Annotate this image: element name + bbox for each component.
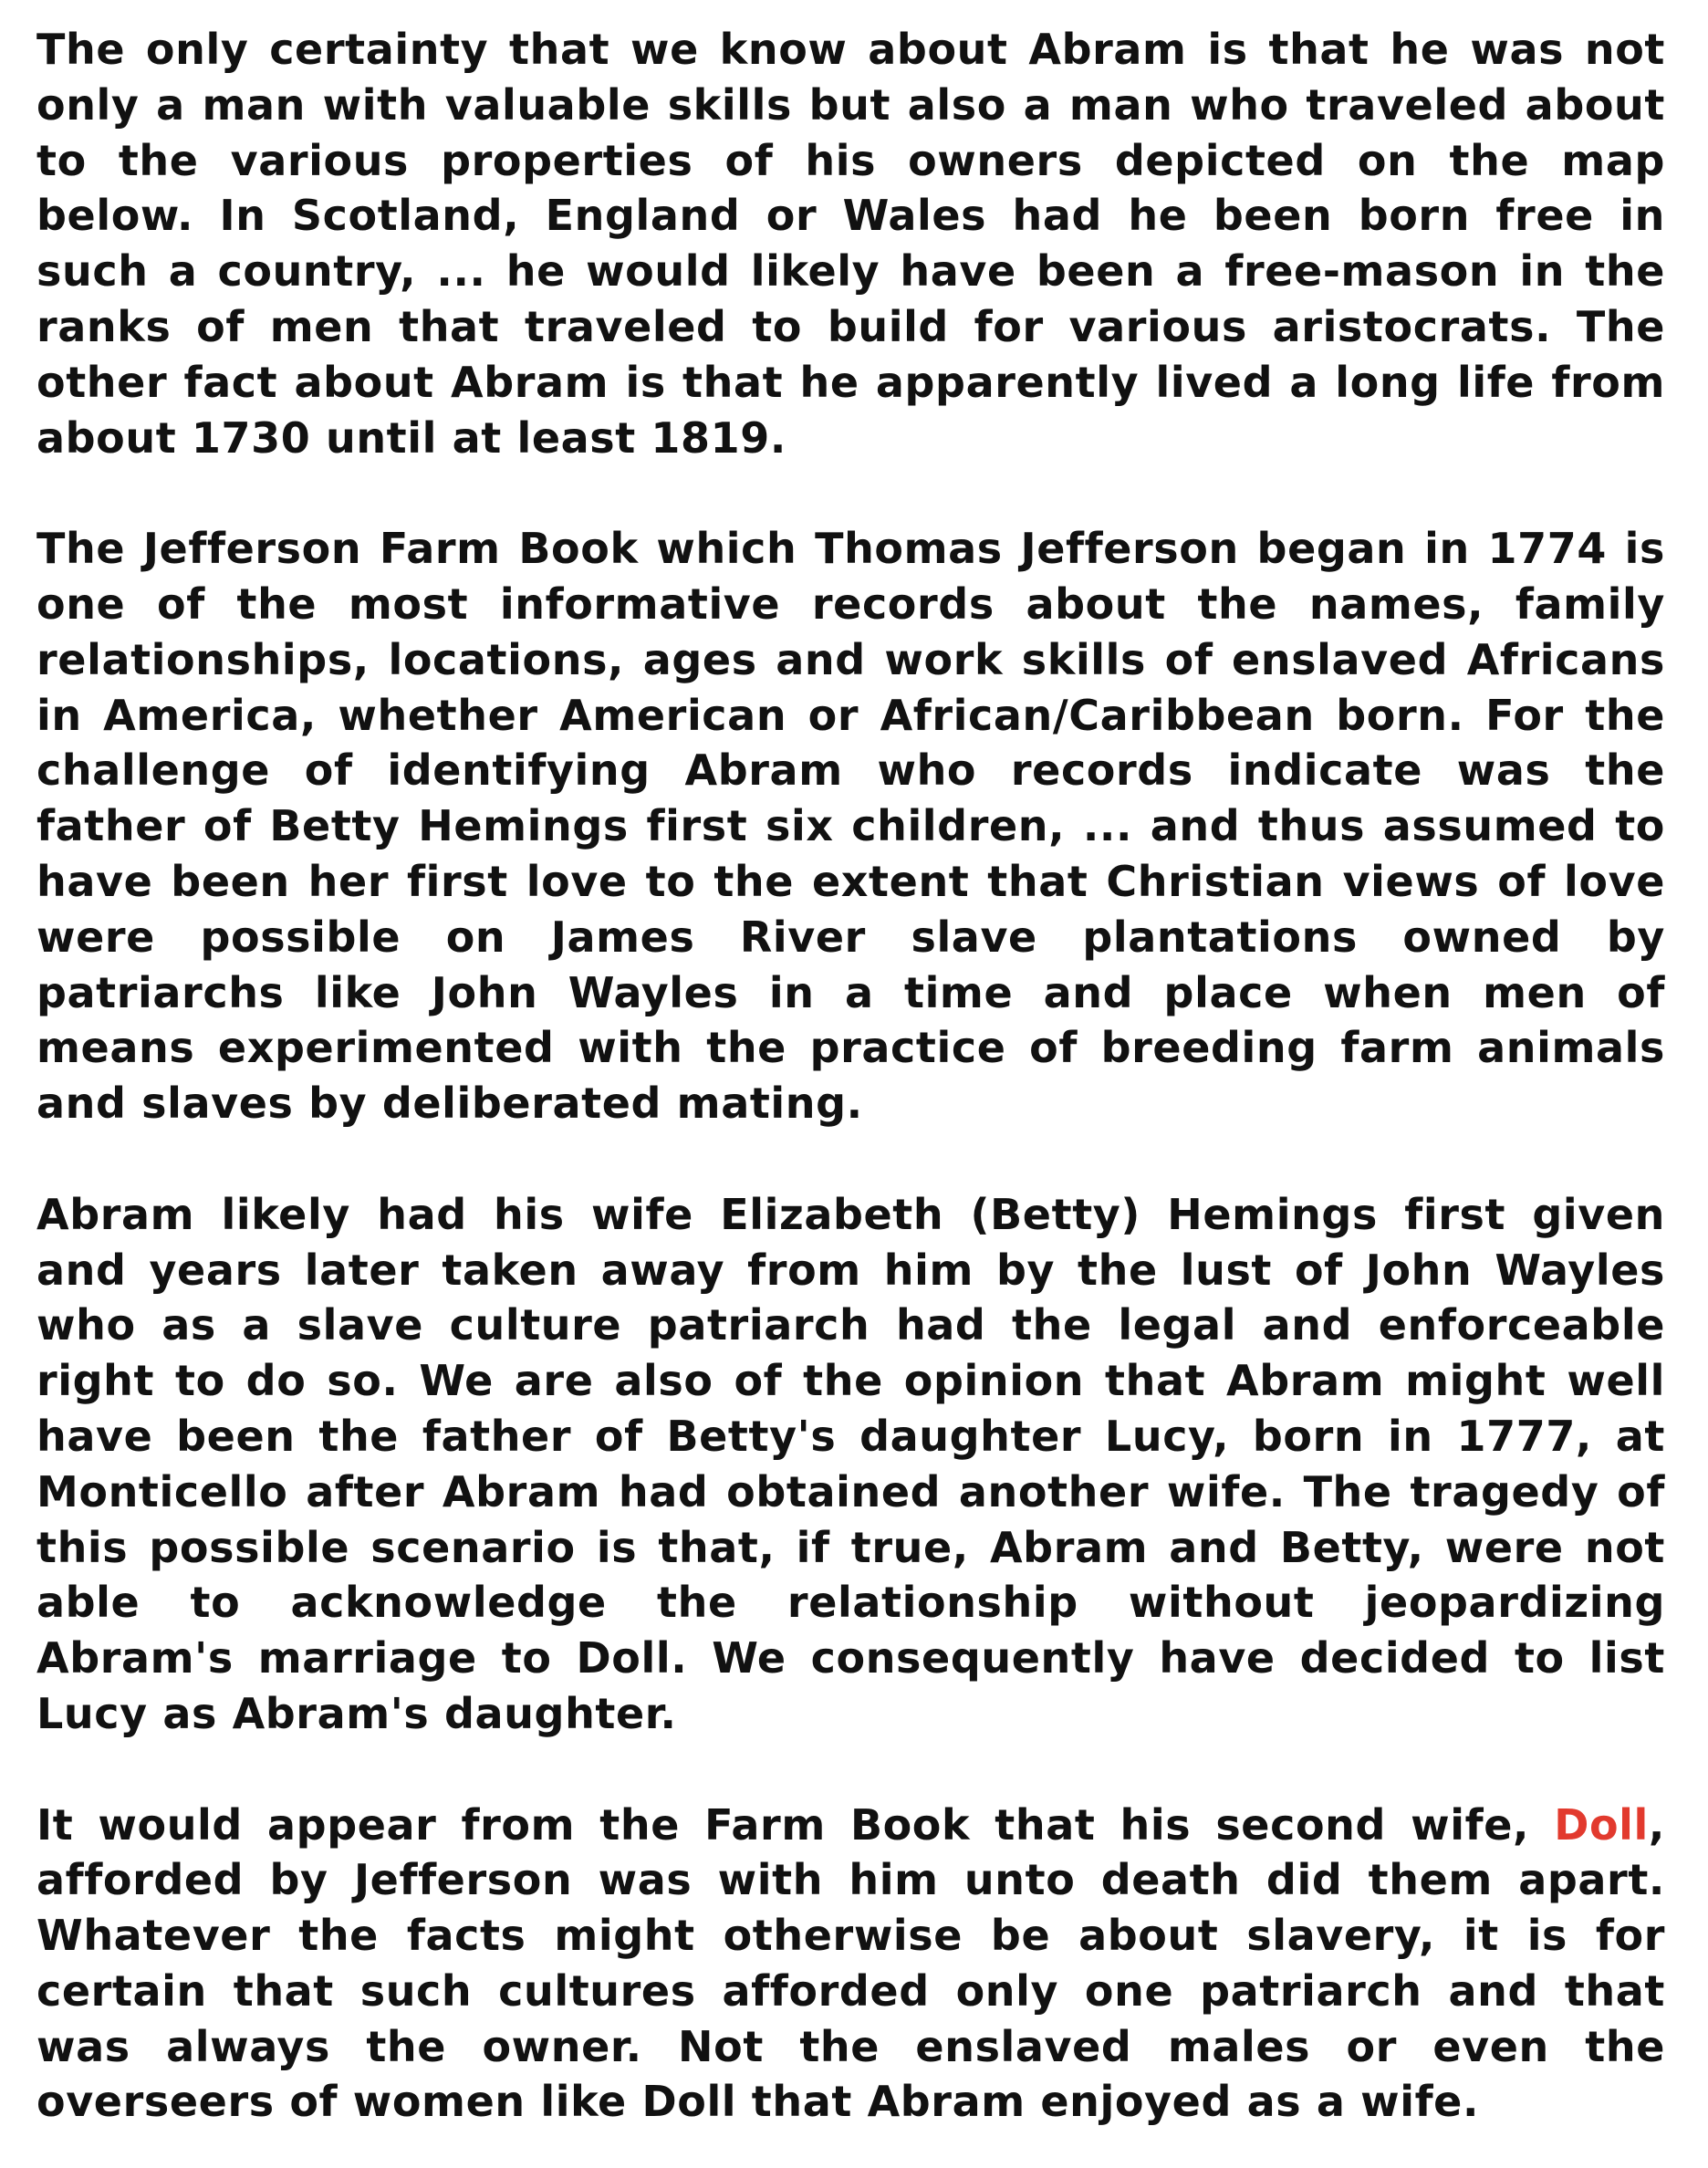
paragraph-second-wife-end: , afforded by Jefferson was with him unto death did them apart. Whatever the facts might otherwise be about slavery, it is for certain that such cultures afforded only one patriarch and that was always the owner. Not the enslaved males or even the overseers of women like Doll that Abram enjoyed as a wife. xyxy=(36,1799,1665,2127)
paragraph-betty-hemings: Abram likely had his wife Elizabeth (Betty) Hemings first given and years later taken away from him by the lust of John Wayles who as a slave culture patriarch had the legal and enforceable right to do so. We are also of the opinion that Abram might well have been the father of Betty's daughter Lucy, born in 1777, at Monticello after Abram had obtained another wife. The tragedy of this possible scenario is that, if true, Abram and Betty, were not able to acknowledge the relationship without jeopardizing Abram's marriage to Doll. We consequently have decided to list Lucy as Abram's daughter. xyxy=(36,1189,1665,1738)
paragraph-abram-skills: The only certainty that we know about Abram is that he was not only a man with valuable skills but also a man who traveled about to the various properties of his owners depicted on the map below. In Scotland, England or Wales had he been born free in such a country, ... he would likely have been a free-mason in the ranks of men that traveled to build for various aristocrats. The other fact about Abram is that he apparently lived a long life from about 1730 until at least 1819. xyxy=(36,25,1665,463)
paragraph-second-wife-start: It would appear from the Farm Book that his second wife, xyxy=(36,1799,1555,1850)
document-page xyxy=(36,22,1665,2130)
paragraph-farm-book: The Jefferson Farm Book which Thomas Jefferson began in 1774 is one of the most informative records about the names, family relationships, locations, ages and work skills of enslaved Africans in America, whether American or African/Caribbean born. For the challenge of identifying Abram who records indicate was the father of Betty Hemings first six children, ... and thus assumed to have been her first love to the extent that Christian views of love were possible on James River slave plantations owned by patriarchs like John Wayles in a time and place when men of means experimented with the practice of breeding farm animals and slaves by deliberated mating. xyxy=(36,524,1665,1129)
doll-highlight: Doll xyxy=(1554,1799,1649,1850)
paragraph-second-wife xyxy=(36,1798,1665,2131)
